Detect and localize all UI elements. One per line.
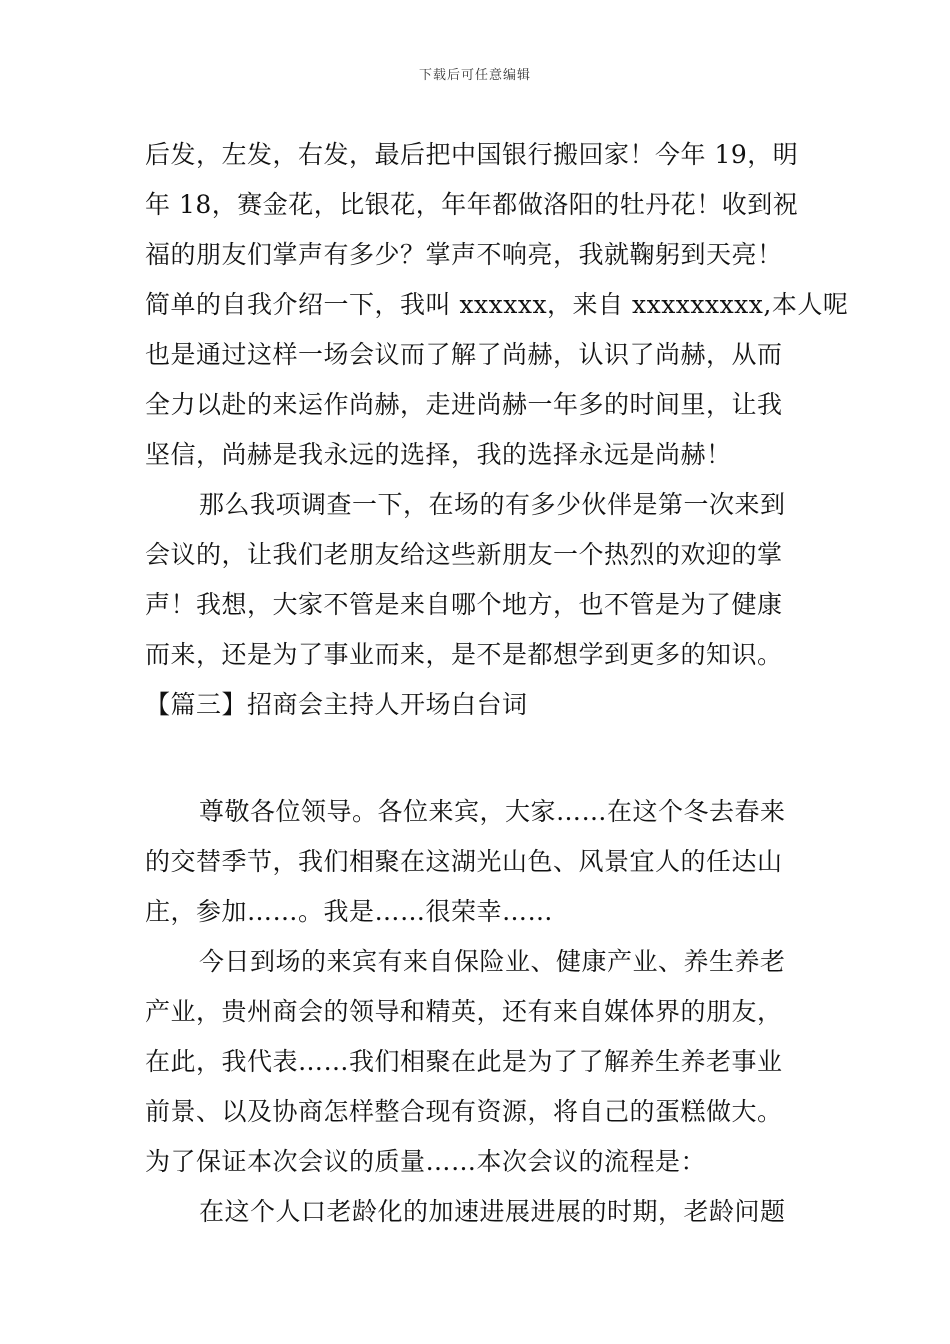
text-line: 庄，参加……。我是……很荣幸……	[145, 897, 554, 926]
text-line: 坚信，尚赫是我永远的选择，我的选择永远是尚赫！	[145, 440, 732, 469]
text-line: 那么我项调查一下，在场的有多少伙伴是第一次来到	[199, 490, 786, 519]
text-line: 后发，左发，右发，最后把中国银行搬回家！今年 19，明	[145, 140, 799, 169]
text-line: 会议的，让我们老朋友给这些新朋友一个热烈的欢迎的掌	[145, 540, 783, 569]
text-line: 产业，贵州商会的领导和精英，还有来自媒体界的朋友，	[145, 997, 783, 1026]
text-line: 在这个人口老龄化的加速进展进展的时期，老龄问题	[199, 1197, 786, 1226]
text-line: 的交替季节，我们相聚在这湖光山色、风景宜人的任达山	[145, 847, 783, 876]
text-line: 前景、以及协商怎样整合现有资源，将自己的蛋糕做大。	[145, 1097, 783, 1126]
text-line: 在此，我代表……我们相聚在此是为了了解养生养老事业	[145, 1047, 783, 1076]
page-header: 下载后可任意编辑	[418, 68, 531, 83]
text-line: 福的朋友们掌声有多少？掌声不响亮，我就鞠躬到天亮！	[145, 240, 783, 269]
text-line: 而来，还是为了事业而来，是不是都想学到更多的知识。	[145, 640, 783, 669]
text-line: 尊敬各位领导。各位来宾，大家……在这个冬去春来	[199, 797, 786, 826]
text-line: 全力以赴的来运作尚赫，走进尚赫一年多的时间里，让我	[145, 390, 783, 419]
text-line: 为了保证本次会议的质量……本次会议的流程是：	[145, 1147, 707, 1176]
text-line: 声！我想，大家不管是来自哪个地方，也不管是为了健康	[145, 590, 783, 619]
blank-spacer	[145, 730, 810, 787]
text-line: 也是通过这样一场会议而了解了尚赫，认识了尚赫，从而	[145, 340, 783, 369]
document-body	[145, 130, 849, 1237]
text-line: 简单的自我介绍一下，我叫 xxxxxx，来自 xxxxxxxxx,本人呢	[145, 290, 849, 319]
section-heading: 【篇三】招商会主持人开场白台词	[145, 690, 528, 719]
text-line: 今日到场的来宾有来自保险业、健康产业、养生养老	[199, 947, 786, 976]
text-line: 年 18，赛金花，比银花，年年都做洛阳的牡丹花！收到祝	[145, 190, 799, 219]
